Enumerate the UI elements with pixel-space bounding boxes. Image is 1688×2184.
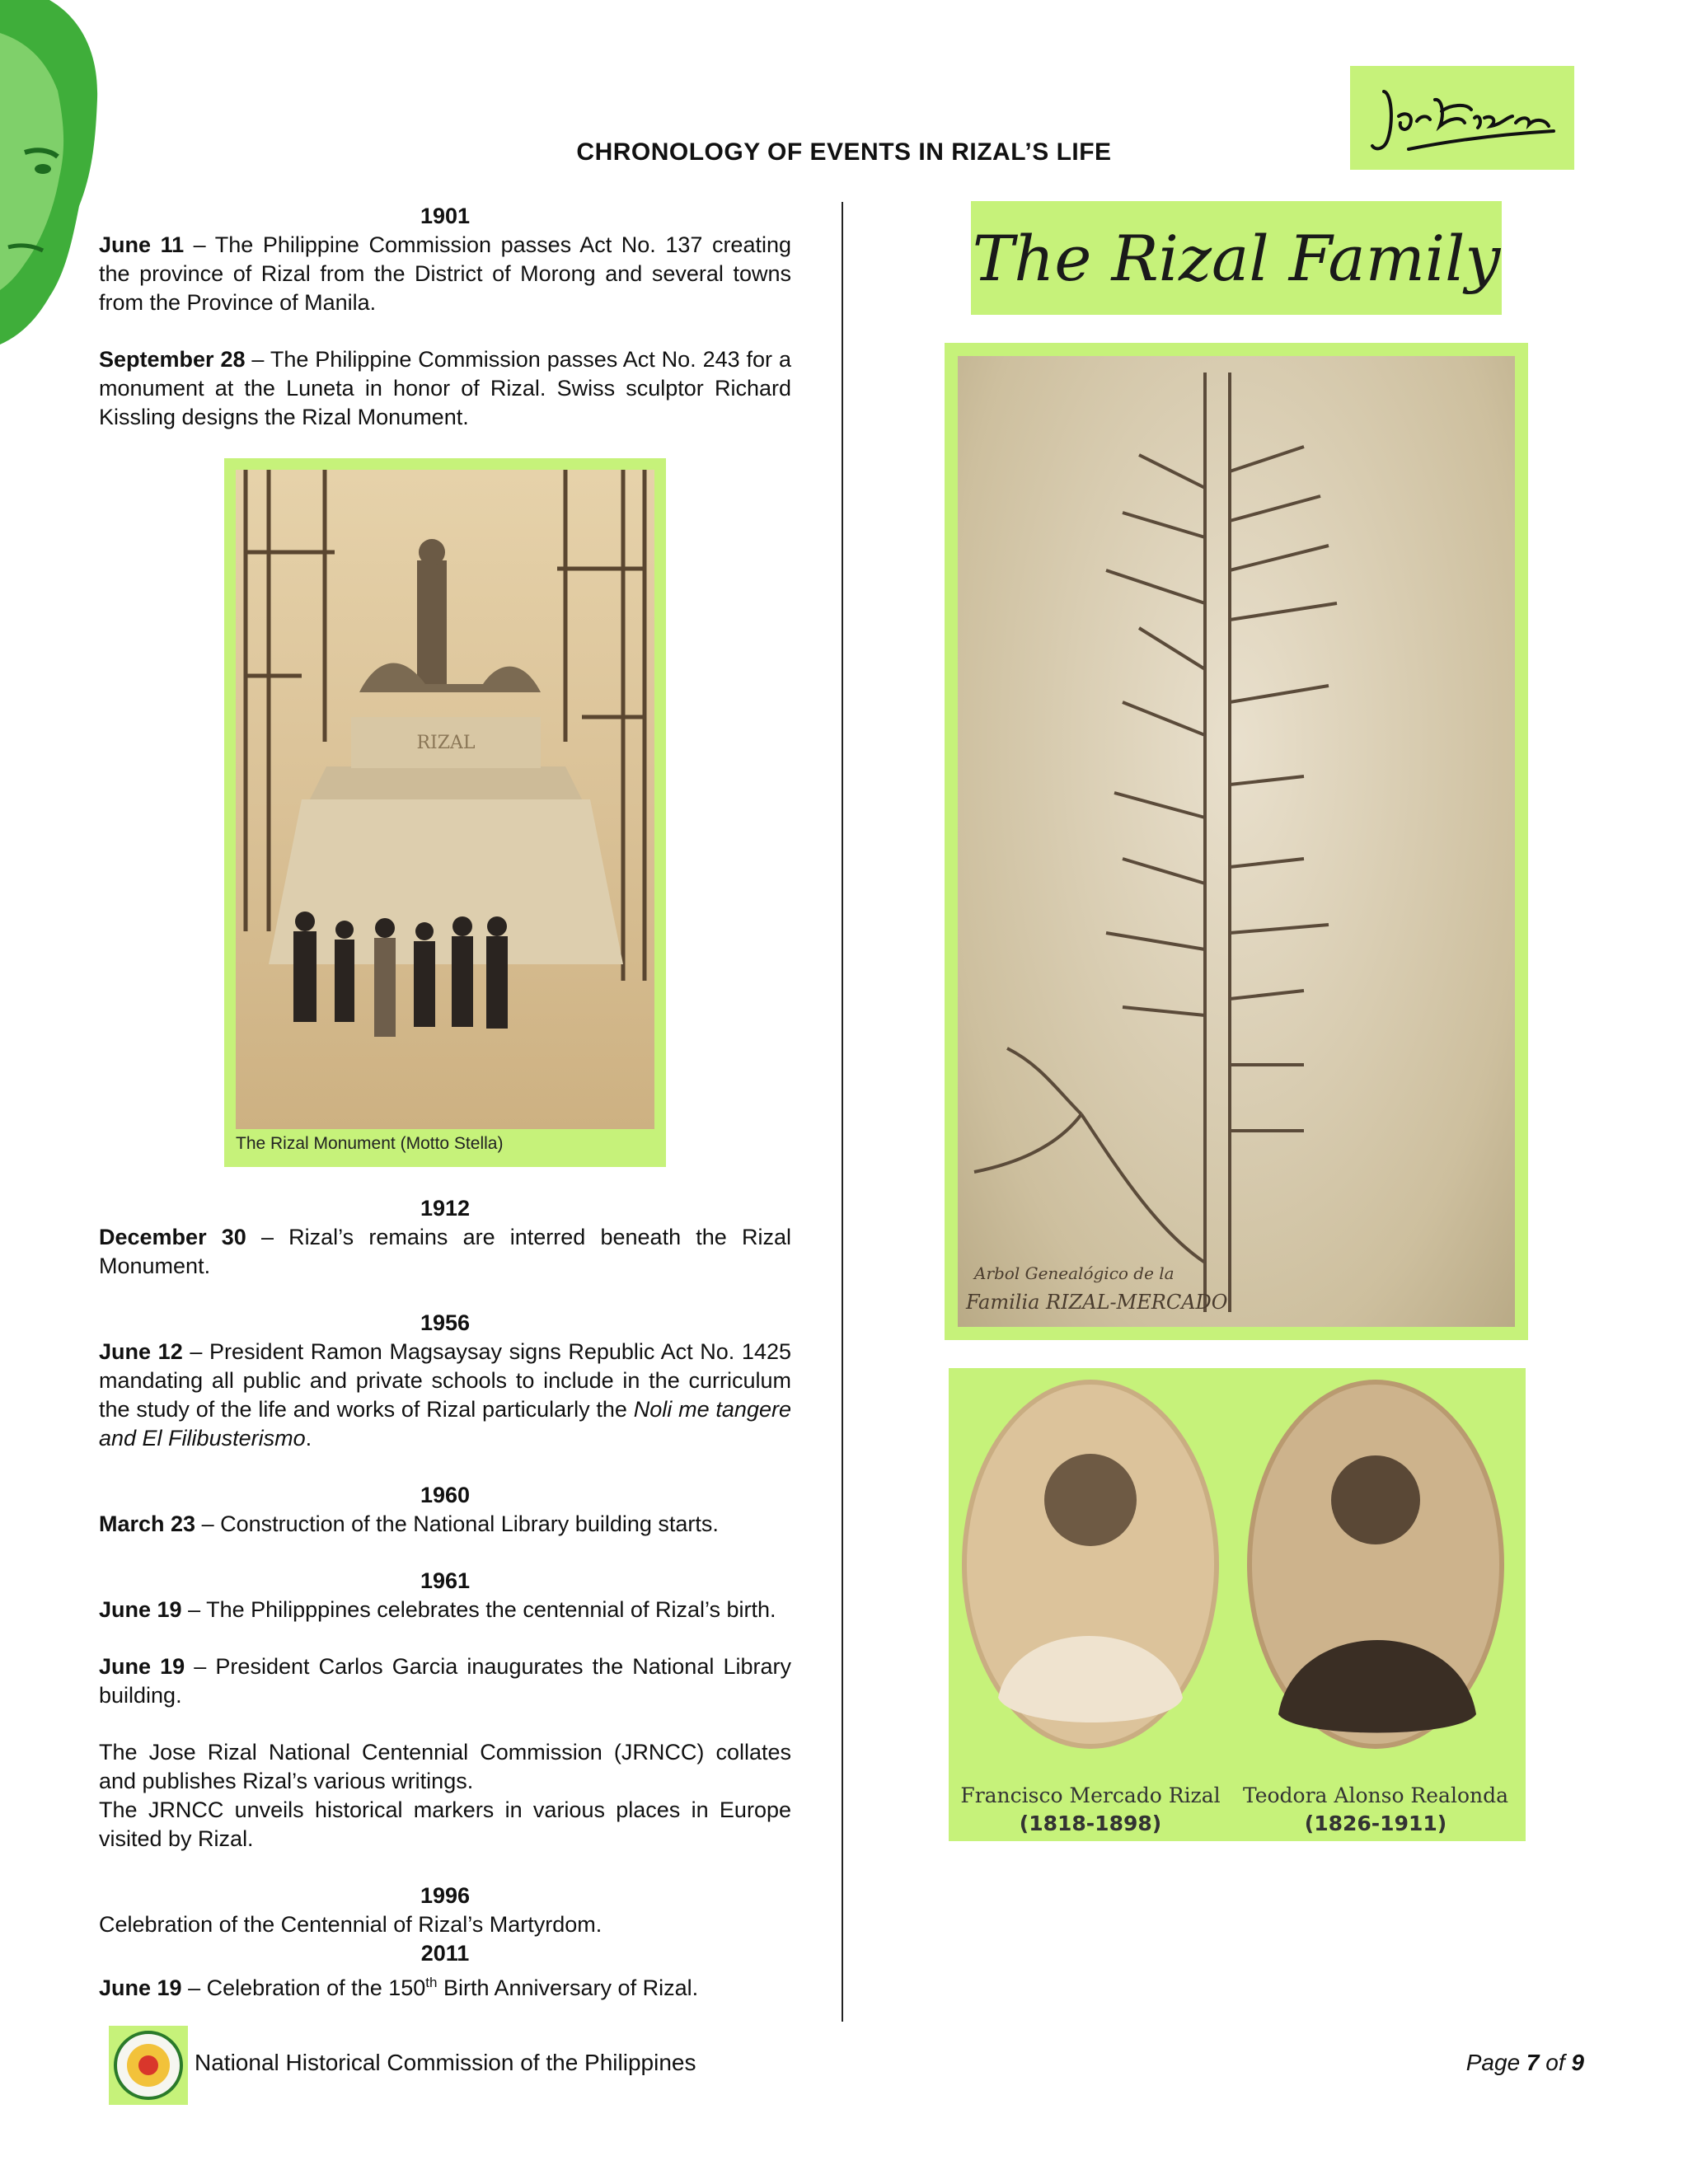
monument-image bbox=[236, 470, 654, 1129]
footer-organization: National Historical Commission of the Philippines bbox=[195, 2050, 696, 2075]
event-date: June 19 bbox=[99, 1654, 185, 1679]
signature-image bbox=[1359, 75, 1565, 162]
event-text: – Rizal’s remains are interred beneath the Rizal Monument. bbox=[99, 1225, 791, 1278]
event-date: June 19 bbox=[99, 1975, 182, 2000]
father-years: (1818-1898) bbox=[1019, 1811, 1162, 1835]
father-name: Francisco Mercado Rizal bbox=[960, 1783, 1221, 1807]
event-date: September 28 bbox=[99, 347, 246, 372]
rizal-portrait-image bbox=[0, 0, 99, 346]
total-pages: 9 bbox=[1571, 2050, 1584, 2075]
event-entry: The Jose Rizal National Centennial Commission (JRNCC) collates and publishes Rizal’s various writings. bbox=[99, 1740, 791, 1793]
column-divider bbox=[842, 202, 843, 2022]
event-text: – Construction of the National Library building starts. bbox=[195, 1511, 719, 1536]
nhcp-logo bbox=[109, 2026, 188, 2105]
event-date: June 19 bbox=[99, 1597, 182, 1622]
event-entry bbox=[99, 1596, 791, 1624]
current-page: 7 bbox=[1526, 2050, 1540, 2075]
monument-caption: The Rizal Monument (Motto Stella) bbox=[236, 1134, 504, 1153]
superscript: th bbox=[425, 1975, 438, 1990]
family-tree-document bbox=[958, 356, 1515, 1327]
page-of-label: of bbox=[1539, 2050, 1572, 2075]
event-entry: Celebration of the Centennial of Rizal’s Martyrdom. bbox=[99, 1912, 603, 1937]
event-entry: The JRNCC unveils historical markers in various places in Europe visited by Rizal. bbox=[99, 1797, 791, 1851]
event-date: March 23 bbox=[99, 1511, 196, 1536]
event-date: June 11 bbox=[99, 232, 185, 257]
parents-image bbox=[949, 1368, 1526, 1841]
event-entry bbox=[99, 231, 791, 317]
event-text: Birth Anniversary of Rizal. bbox=[437, 1975, 699, 2000]
document-title: CHRONOLOGY OF EVENTS IN RIZAL’S LIFE bbox=[576, 138, 1112, 166]
year-heading: 1901 bbox=[420, 204, 471, 228]
jose-rizal-signature bbox=[1350, 66, 1574, 170]
tree-label-1: Arbol Genealógico de la bbox=[974, 1263, 1175, 1283]
family-banner-title: The Rizal Family bbox=[972, 221, 1501, 295]
event-entry bbox=[99, 1968, 791, 2003]
event-date: June 12 bbox=[99, 1339, 183, 1364]
event-text: – The Philipppines celebrates the centennial of Rizal’s birth. bbox=[181, 1597, 776, 1622]
event-entry bbox=[99, 1652, 791, 1710]
mother-name: Teodora Alonso Realonda bbox=[1242, 1783, 1509, 1807]
event-entry bbox=[99, 1223, 791, 1281]
event-entry bbox=[99, 1510, 791, 1539]
parents-portraits bbox=[949, 1368, 1526, 1841]
event-entry bbox=[99, 1338, 791, 1453]
year-heading: 1961 bbox=[420, 1568, 471, 1593]
tree-label-2: Familia RIZAL-MERCADO bbox=[966, 1291, 1228, 1314]
event-date: December 30 bbox=[99, 1225, 246, 1249]
event-text: – Celebration of the 150 bbox=[181, 1975, 426, 2000]
year-heading: 1956 bbox=[420, 1310, 471, 1335]
year-heading: 1996 bbox=[420, 1883, 471, 1908]
chronology-left-column-lower bbox=[99, 1194, 791, 2003]
year-heading: 1960 bbox=[420, 1483, 471, 1507]
event-text: – The Philippine Commission passes Act No. 137 creating the province of Rizal from the District of Morong and several towns from the Province of Manila. bbox=[99, 232, 791, 315]
year-heading: 2011 bbox=[420, 1941, 470, 1966]
chronology-left-column bbox=[99, 202, 791, 432]
year-heading: 1912 bbox=[420, 1196, 471, 1221]
rizal-family-banner bbox=[971, 201, 1502, 315]
pedestal-text: RIZAL bbox=[416, 733, 476, 753]
family-tree-image bbox=[945, 343, 1528, 1340]
mother-years: (1826-1911) bbox=[1304, 1811, 1447, 1835]
page-number bbox=[1401, 2050, 1584, 2076]
event-text-end: . bbox=[305, 1426, 312, 1451]
event-text: – President Carlos Garcia inaugurates the National Library building. bbox=[99, 1654, 791, 1708]
event-text: – The Philippine Commission passes Act No. 243 for a monument at the Luneta in honor of Rizal. Swiss sculptor Richard Kissling designs the Rizal Monument. bbox=[99, 347, 791, 429]
event-entry bbox=[99, 345, 791, 432]
event-text: – President Ramon Magsaysay signs Republic Act No. 1425 mandating all public and private schools to include in the curriculum the study of the life and works of Rizal particularly the bbox=[99, 1339, 791, 1422]
event-text-italic: Noli me tangere and El Filibusterismo bbox=[99, 1397, 791, 1451]
rizal-monument-photo bbox=[224, 458, 666, 1167]
page-label: Page bbox=[1465, 2050, 1526, 2075]
